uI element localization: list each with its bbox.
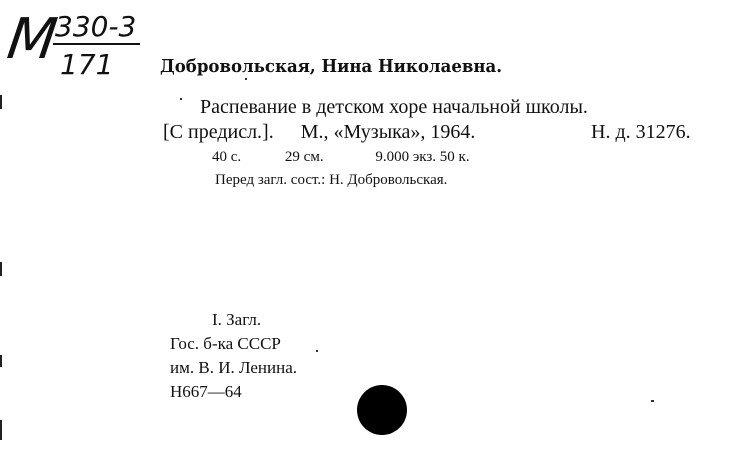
preface-note: [С предисл.]. <box>163 121 274 143</box>
shelf-mark-number-top: 330-3 <box>53 12 140 45</box>
speck <box>180 98 182 100</box>
imprint: М., «Музыка», 1964. <box>300 121 476 143</box>
library-name-line2: им. В. И. Ленина. <box>170 358 298 377</box>
tracings-block <box>170 308 297 404</box>
shelf-mark-number-bottom: 171 <box>60 48 114 81</box>
size: 29 см. <box>284 149 324 165</box>
shelf-mark <box>3 7 148 88</box>
edge-mark <box>0 95 2 109</box>
tracing-title: I. Загл. <box>212 310 262 329</box>
edge-mark <box>0 420 2 440</box>
speck <box>651 400 654 402</box>
pages: 40 с. <box>212 149 242 165</box>
shelf-mark-letter: М <box>3 7 61 72</box>
physical-description <box>212 148 470 166</box>
card-code: Н667—64 <box>170 382 242 401</box>
punch-hole <box>357 385 407 435</box>
library-name-line1: Гос. б-ка СССР <box>170 334 281 353</box>
title-line-1: Распевание в детском хоре начальной школы. <box>200 96 588 118</box>
edge-mark <box>0 355 2 367</box>
copies: 9.000 экз. 50 к. <box>375 149 470 165</box>
edge-mark <box>0 262 2 276</box>
speck <box>316 350 318 352</box>
title-line-2 <box>163 120 691 144</box>
author-heading: Добровольская, Нина Николаевна. <box>160 56 502 77</box>
compiler-note: Перед загл. сост.: Н. Добровольская. <box>215 172 448 188</box>
price-code: Н. д. 31276. <box>591 121 691 143</box>
speck <box>245 78 247 80</box>
